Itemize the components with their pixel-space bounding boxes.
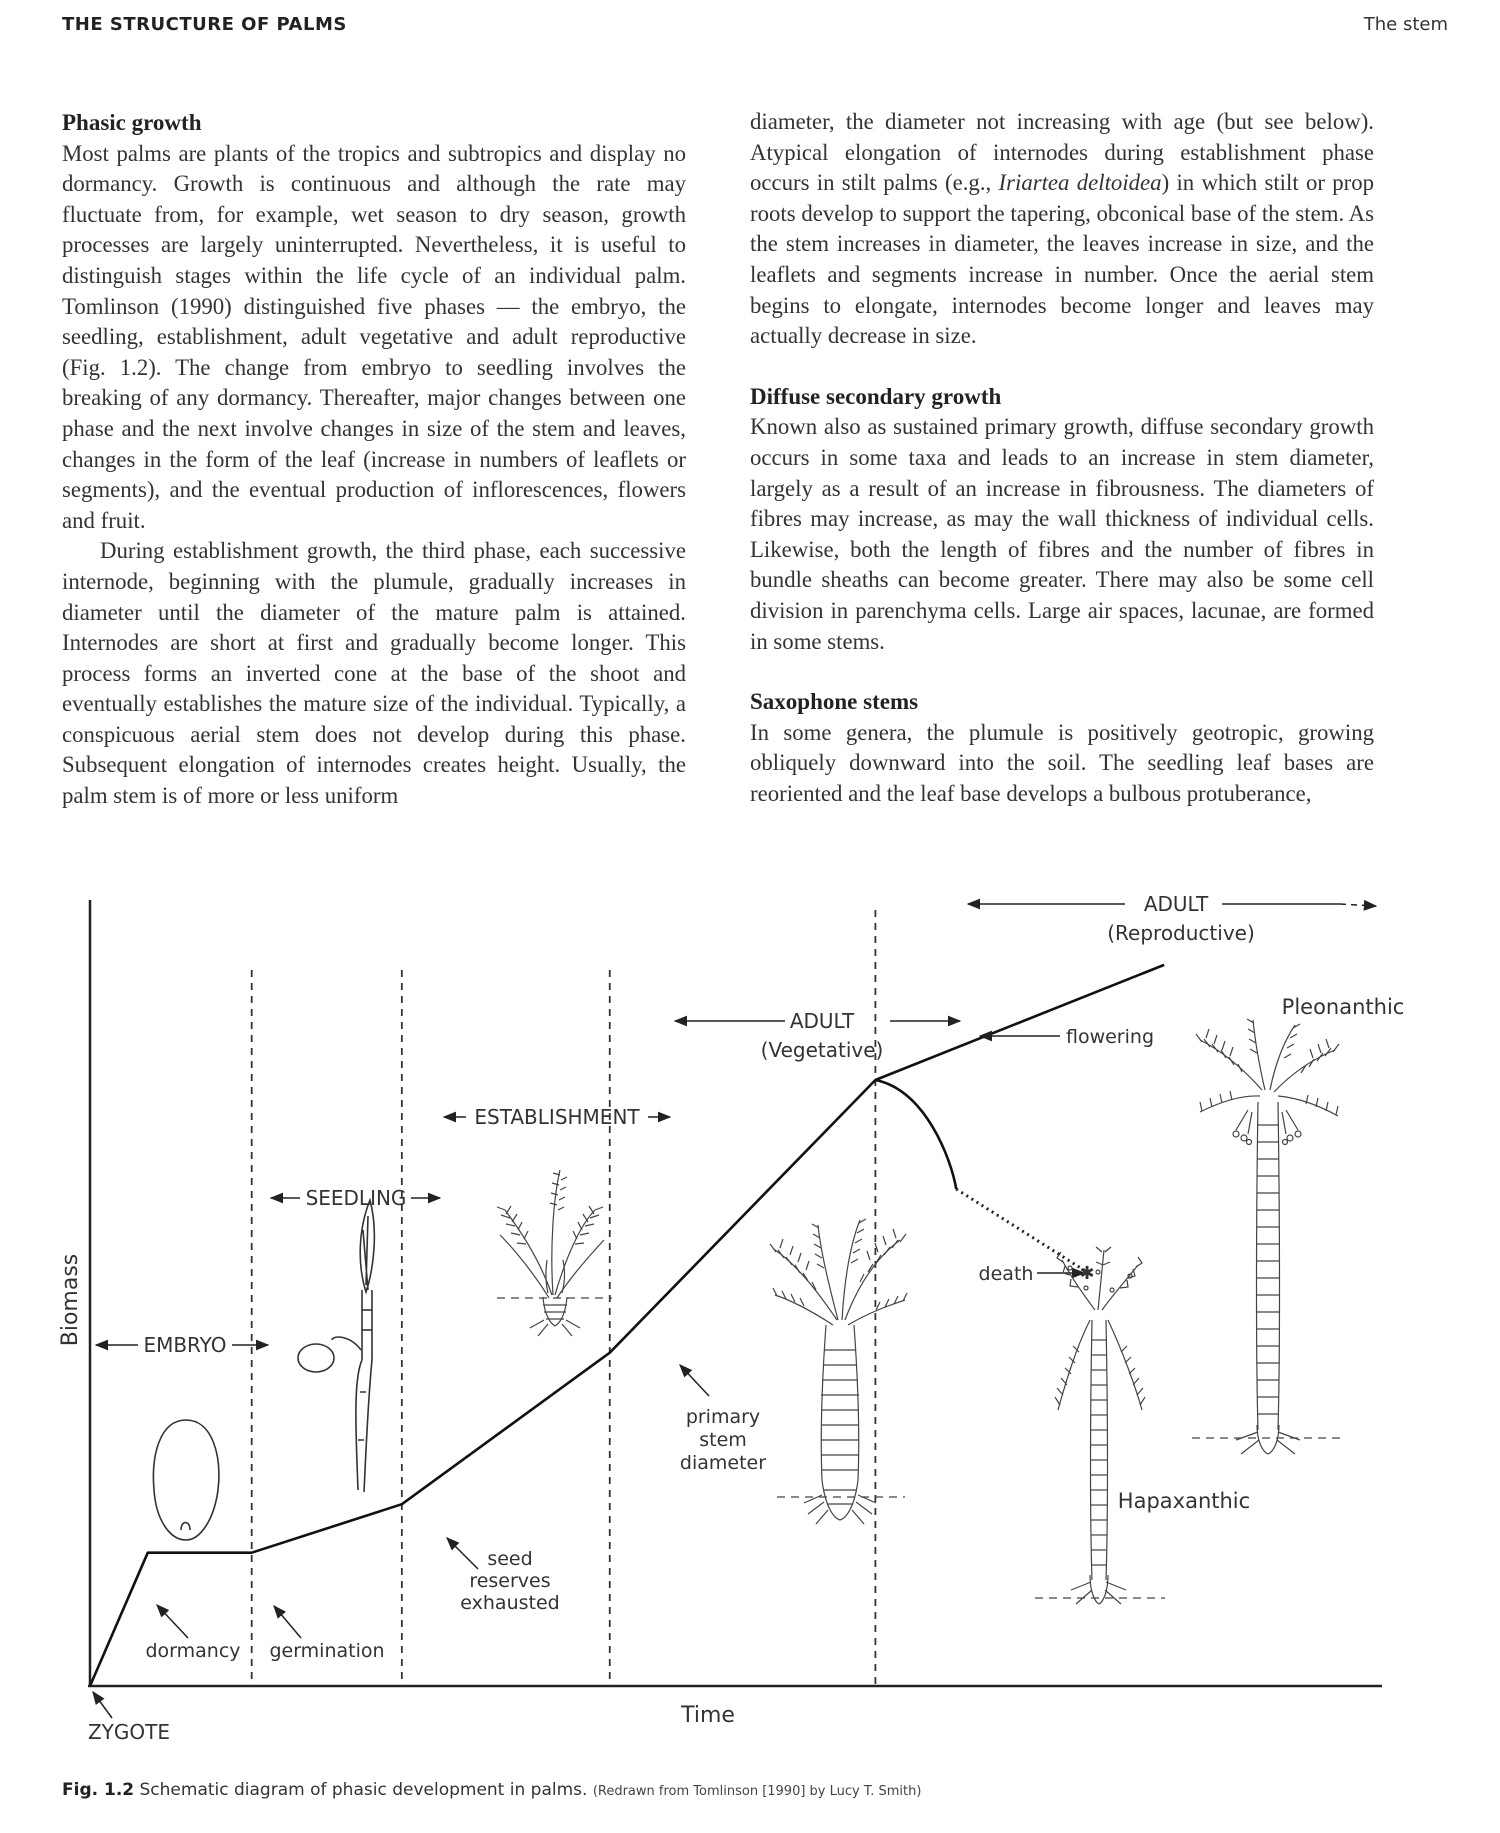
- death-star: ✱: [1079, 1263, 1095, 1284]
- phasic-development-chart: [0, 880, 1500, 1780]
- phase-label-seedling: SEEDLING: [305, 1186, 407, 1210]
- phase-adult-vegetative: [675, 1009, 960, 1062]
- label-germination: germination: [269, 1640, 385, 1662]
- phase-label-embryo: EMBRYO: [143, 1333, 227, 1357]
- right-text-column: [750, 107, 1374, 809]
- hapaxanthic-decline-dotted: [956, 1189, 1087, 1272]
- paragraph-saxophone-stems: In some genera, the plumule is positively geotropic, growing obliquely downward into the soil. The seedling leaf bases are reoriented and the leaf base develops a bulbous protuberance,: [750, 719, 1374, 806]
- embryo-illustration: [153, 1420, 218, 1540]
- running-head-section: The stem: [1363, 14, 1448, 35]
- phase-sublabel-vegetative: (Vegetative): [760, 1038, 884, 1062]
- x-axis-label: Time: [681, 1703, 735, 1728]
- annotation-death: [979, 1263, 1095, 1285]
- annotation-germination: [269, 1606, 384, 1662]
- hapaxanthic-illustration: [1035, 1247, 1165, 1604]
- label-death: death: [978, 1263, 1034, 1285]
- caption-text: Schematic diagram of phasic development in palms.: [139, 1780, 588, 1800]
- label-hapaxanthic: Hapaxanthic: [1117, 1489, 1251, 1513]
- annotation-flowering: [980, 1026, 1154, 1048]
- figure-caption: [62, 1780, 921, 1800]
- paragraph-stem-diameter-b: ) in which stilt or prop roots develop to support the tapering, obconical base of the stem. As the stem increases in diameter, the leaves increase in size, and the leaflets and segments increase in number. Once the aerial stem begins to elongate, internodes become longer and leaves may actually decrease in size.: [750, 170, 1375, 349]
- figure-phasic-development: [0, 880, 1500, 1780]
- establishment-illustration: [497, 1170, 612, 1336]
- pleonanthic-illustration: [1192, 1019, 1345, 1454]
- running-head-book-title: THE STRUCTURE OF PALMS: [62, 14, 347, 35]
- paragraph-phasic-growth-1: Most palms are plants of the tropics and subtropics and display no dormancy. Growth is continuous and although the rate may fluctuate from, for example, wet season to dry season, growth processes are largely uninterrupted. Nevertheless, it is useful to distinguish stages within the life cycle of an individual palm. Tomlinson (1990) distinguished five phases — the embryo, the seedling, establishment, adult vegetative and adult reproductive (Fig. 1.2). The change from embryo to seedling involves the breaking of any dormancy. Thereafter, major changes between one phase and the next involve changes in size of the stem and leaves, changes in the form of the leaf (increase in numbers of leaflets or segments), and the eventual production of inflorescences, flowers and fruit.: [62, 140, 686, 533]
- label-flowering: flowering: [1065, 1026, 1155, 1048]
- annotation-primary-stem-diameter: [680, 1365, 766, 1474]
- phase-adult-reproductive: [968, 892, 1376, 945]
- annotation-dormancy: [145, 1605, 240, 1662]
- heading-phasic-growth: Phasic growth: [62, 110, 202, 135]
- seedling-illustration: [298, 1200, 374, 1492]
- label-primary: primary: [685, 1406, 761, 1428]
- phase-embryo: [96, 1333, 268, 1357]
- annotation-zygote: [88, 1692, 170, 1744]
- phase-sublabel-reproductive: (Reproductive): [1107, 921, 1255, 945]
- phase-label-establishment: ESTABLISHMENT: [474, 1105, 640, 1129]
- caption-label: Fig. 1.2: [62, 1780, 135, 1800]
- heading-saxophone-stems: Saxophone stems: [750, 689, 919, 715]
- label-pleonanthic: Pleonanthic: [1281, 995, 1405, 1019]
- adult-vegetative-illustration: [770, 1219, 907, 1524]
- phase-label-adult-vegetative: ADULT: [789, 1009, 855, 1033]
- series-hapaxanthic-line: [875, 1080, 956, 1189]
- y-axis-label: Biomass: [58, 1253, 83, 1347]
- paragraph-diffuse-secondary-growth: Known also as sustained primary growth, diffuse secondary growth occurs in some taxa and leads to an increase in stem diameter, largely as a result of an increase in fibrousness. The diameters of fibres may increase, as may the wall thickness of individual cells. Likewise, both the length of fibres and the number of fibres in bundle sheaths can become greater. There may also be some cell division in parenchyma cells. Large air spaces, lacunae, are formed in some stems.: [750, 414, 1374, 654]
- paragraph-phasic-growth-2: During establishment growth, the third phase, each successive internode, beginning with the plumule, gradually increases in diameter until the diameter of the mature palm is attained. Internodes are short at first and gradually become longer. This process forms an inverted cone at the base of the shoot and eventually establishes the mature size of the individual. Typically, a conspicuous aerial stem does not develop during this phase. Subsequent elongation of internodes creates height. Usually, the palm stem is of more or less uniform: [62, 538, 686, 809]
- left-text-column: [62, 108, 686, 812]
- label-diameter: diameter: [679, 1452, 767, 1474]
- phase-seedling: [271, 1186, 440, 1210]
- label-dormancy: dormancy: [145, 1640, 241, 1662]
- series-pleonanthic-line: [875, 965, 1164, 1080]
- caption-credit: (Redrawn from Tomlinson [1990] by Lucy T. Smith): [592, 1784, 922, 1799]
- label-zygote: ZYGOTE: [87, 1720, 171, 1744]
- label-stem: stem: [699, 1429, 747, 1451]
- paragraph-stem-diameter-a: diameter, the diameter not increasing with age (but see below). Atypical elongation of internodes during establishment phase occurs in stilt palms (e.g.,: [750, 109, 1374, 196]
- heading-diffuse-secondary-growth: Diffuse secondary growth: [750, 383, 1002, 409]
- label-reserves: reserves: [469, 1570, 551, 1592]
- paragraph-stem-diameter: [750, 107, 1374, 352]
- annotation-seed-reserves-exhausted: [447, 1538, 560, 1614]
- label-seed: seed: [487, 1548, 533, 1570]
- label-exhausted: exhausted: [460, 1592, 560, 1614]
- phase-establishment: [444, 1105, 670, 1129]
- species-name: Iriartea deltoidea: [998, 170, 1162, 196]
- phase-label-adult-reproductive: ADULT: [1143, 892, 1209, 916]
